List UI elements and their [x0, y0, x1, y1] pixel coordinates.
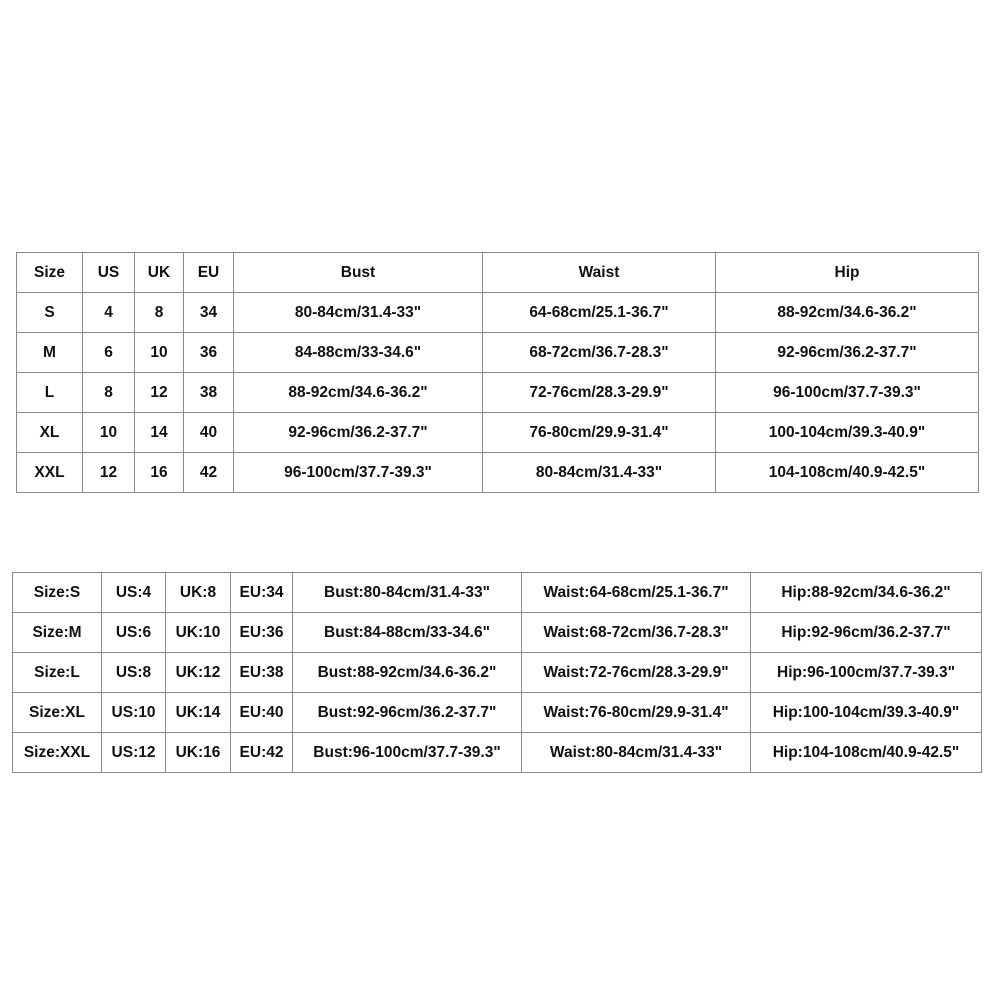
cell-eu: 34: [184, 293, 234, 333]
table-row: [13, 733, 982, 773]
cell-uk: 10: [135, 333, 184, 373]
header-size: Size: [17, 253, 83, 293]
cell-size: XL: [17, 413, 83, 453]
header-eu: EU: [184, 253, 234, 293]
cell-hip: 104-108cm/40.9-42.5": [716, 453, 979, 493]
table-row: [13, 613, 982, 653]
cell-uk: UK:10: [166, 613, 231, 653]
table-row: [13, 693, 982, 733]
cell-us: US:10: [102, 693, 166, 733]
cell-bust: Bust:80-84cm/31.4-33": [293, 573, 522, 613]
cell-waist: Waist:64-68cm/25.1-36.7": [522, 573, 751, 613]
size-chart-table: [16, 252, 979, 493]
cell-us: US:6: [102, 613, 166, 653]
cell-waist: 68-72cm/36.7-28.3": [483, 333, 716, 373]
cell-hip: Hip:92-96cm/36.2-37.7": [751, 613, 982, 653]
cell-eu: EU:42: [231, 733, 293, 773]
cell-waist: Waist:72-76cm/28.3-29.9": [522, 653, 751, 693]
cell-bust: 88-92cm/34.6-36.2": [234, 373, 483, 413]
cell-size: Size:M: [13, 613, 102, 653]
cell-size: M: [17, 333, 83, 373]
cell-bust: Bust:88-92cm/34.6-36.2": [293, 653, 522, 693]
table-row: [13, 573, 982, 613]
cell-waist: 64-68cm/25.1-36.7": [483, 293, 716, 333]
cell-uk: UK:14: [166, 693, 231, 733]
cell-eu: EU:36: [231, 613, 293, 653]
cell-waist: 80-84cm/31.4-33": [483, 453, 716, 493]
cell-uk: 14: [135, 413, 184, 453]
cell-uk: 16: [135, 453, 184, 493]
header-bust: Bust: [234, 253, 483, 293]
table-row: [17, 453, 979, 493]
cell-eu: 42: [184, 453, 234, 493]
cell-hip: 92-96cm/36.2-37.7": [716, 333, 979, 373]
cell-waist: Waist:68-72cm/36.7-28.3": [522, 613, 751, 653]
cell-hip: 96-100cm/37.7-39.3": [716, 373, 979, 413]
cell-hip: Hip:96-100cm/37.7-39.3": [751, 653, 982, 693]
cell-bust: 84-88cm/33-34.6": [234, 333, 483, 373]
cell-size: L: [17, 373, 83, 413]
cell-waist: 72-76cm/28.3-29.9": [483, 373, 716, 413]
table-row: [17, 373, 979, 413]
cell-uk: UK:12: [166, 653, 231, 693]
cell-size: Size:XL: [13, 693, 102, 733]
cell-uk: 12: [135, 373, 184, 413]
cell-hip: Hip:88-92cm/34.6-36.2": [751, 573, 982, 613]
cell-us: US:4: [102, 573, 166, 613]
cell-eu: EU:40: [231, 693, 293, 733]
cell-bust: 80-84cm/31.4-33": [234, 293, 483, 333]
cell-us: 12: [83, 453, 135, 493]
header-waist: Waist: [483, 253, 716, 293]
cell-uk: UK:8: [166, 573, 231, 613]
table-row: [13, 653, 982, 693]
cell-waist: Waist:76-80cm/29.9-31.4": [522, 693, 751, 733]
cell-eu: 40: [184, 413, 234, 453]
cell-hip: 100-104cm/39.3-40.9": [716, 413, 979, 453]
cell-us: 4: [83, 293, 135, 333]
cell-eu: 38: [184, 373, 234, 413]
table-header-row: [17, 253, 979, 293]
cell-us: 6: [83, 333, 135, 373]
cell-us: 8: [83, 373, 135, 413]
cell-bust: 96-100cm/37.7-39.3": [234, 453, 483, 493]
cell-bust: 92-96cm/36.2-37.7": [234, 413, 483, 453]
cell-size: S: [17, 293, 83, 333]
cell-size: Size:L: [13, 653, 102, 693]
header-us: US: [83, 253, 135, 293]
cell-us: US:8: [102, 653, 166, 693]
cell-size: XXL: [17, 453, 83, 493]
header-uk: UK: [135, 253, 184, 293]
table-row: [17, 333, 979, 373]
cell-hip: Hip:100-104cm/39.3-40.9": [751, 693, 982, 733]
cell-hip: 88-92cm/34.6-36.2": [716, 293, 979, 333]
cell-size: Size:XXL: [13, 733, 102, 773]
cell-bust: Bust:84-88cm/33-34.6": [293, 613, 522, 653]
cell-uk: UK:16: [166, 733, 231, 773]
cell-bust: Bust:92-96cm/36.2-37.7": [293, 693, 522, 733]
table-row: [17, 293, 979, 333]
size-chart-labeled-table: [12, 572, 982, 773]
cell-us: 10: [83, 413, 135, 453]
table-row: [17, 413, 979, 453]
cell-eu: EU:34: [231, 573, 293, 613]
cell-bust: Bust:96-100cm/37.7-39.3": [293, 733, 522, 773]
header-hip: Hip: [716, 253, 979, 293]
cell-eu: 36: [184, 333, 234, 373]
cell-size: Size:S: [13, 573, 102, 613]
cell-hip: Hip:104-108cm/40.9-42.5": [751, 733, 982, 773]
cell-waist: Waist:80-84cm/31.4-33": [522, 733, 751, 773]
cell-waist: 76-80cm/29.9-31.4": [483, 413, 716, 453]
cell-uk: 8: [135, 293, 184, 333]
cell-us: US:12: [102, 733, 166, 773]
cell-eu: EU:38: [231, 653, 293, 693]
